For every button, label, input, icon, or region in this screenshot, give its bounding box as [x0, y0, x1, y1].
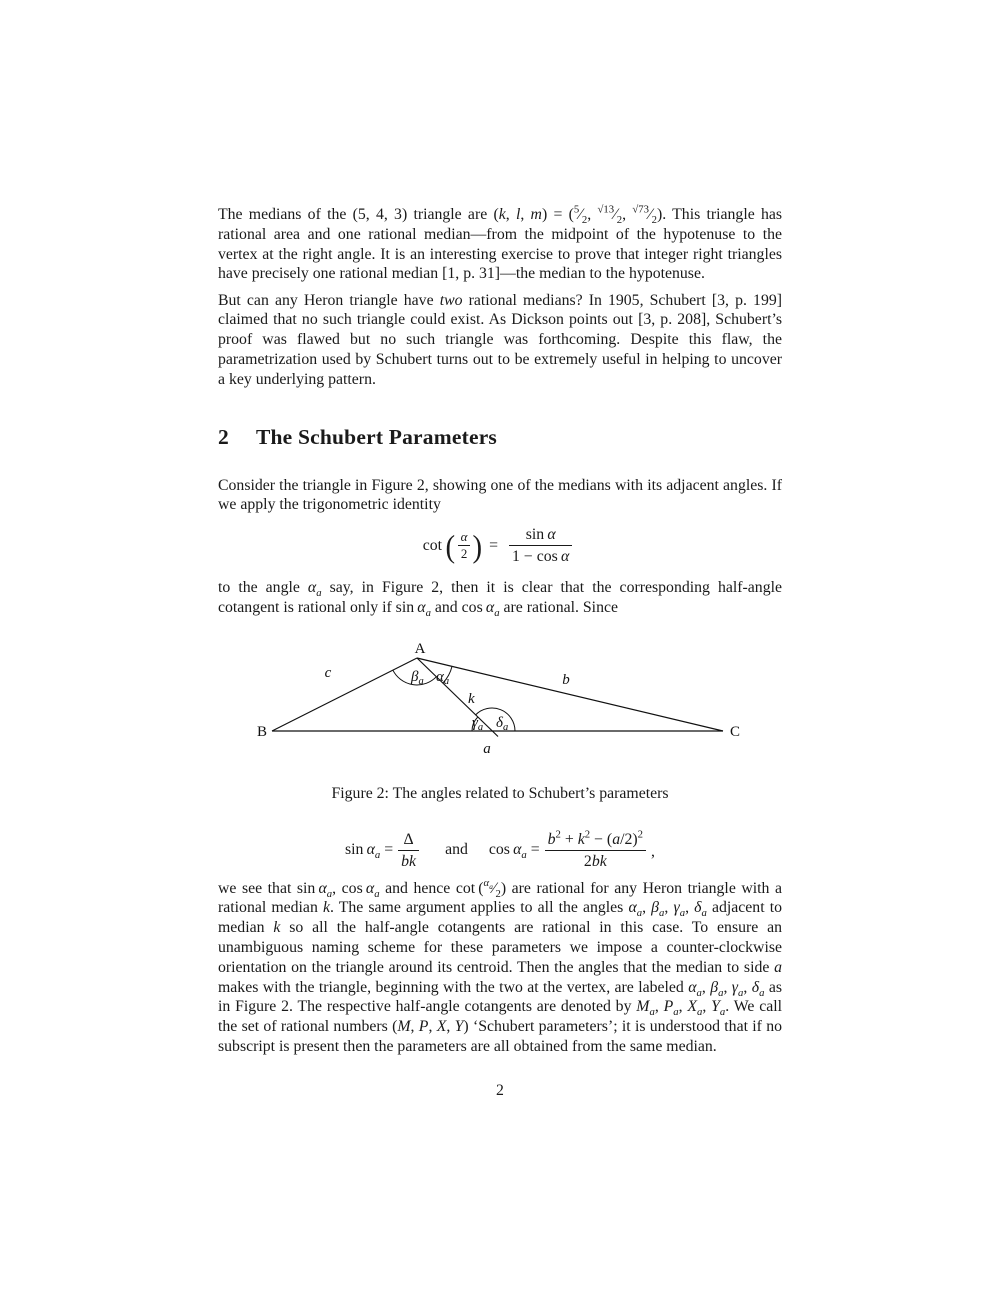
median-k-label: k	[468, 690, 475, 707]
fraction-alpha-over-2: $\frac{\alpha}{2}$	[458, 530, 471, 561]
beta-a-label: $\beta_a$	[411, 668, 424, 687]
figure-labels	[257, 641, 740, 757]
fraction-cos-expression: $\frac{b^2 + k^2 - (a/2)^2}{2bk}$	[545, 830, 646, 871]
paragraph-consider-triangle: Consider the triangle in Figure 2, showing one of the medians with its adjacent angles. If we apply the trigonometric identity	[218, 476, 782, 514]
gamma-a-label: $\gamma_a$	[472, 714, 484, 733]
alpha-a-label: $\alpha_a$	[436, 668, 450, 687]
paragraph-medians: The medians of the (5, 4, 3) triangle are (k, l, $m) = (^5⁄_2$, $^{√13}⁄_2$, $^{√73}⁄_2$). This triangle has rational area and one rational median—from the midpoint of the hypotenuse to the vertex at the right angle. It is an interesting exercise to prove that integer right triangles have precisely one rational median [1, p. 31]—the median to the hypotenuse.	[218, 203, 783, 283]
fraction-delta-over-bk: $\frac{\Delta}{bk}$	[398, 830, 419, 871]
cos-alpha-lhs: $\cos \alpha_a$ =	[488, 841, 540, 862]
vertex-b-label: B	[256, 723, 268, 740]
and-connector: and	[445, 841, 468, 859]
equation-sin-cos-alpha	[218, 830, 782, 871]
paragraph-schubert-parameters: we see that $\sin \alpha_a$, $\cos \alpha_a$ and hence $\cot (^{\alpha_a}⁄_2)$ are rational for any Heron triangle with a rational median k. The same argument applies to all the angles $\alpha_a$, $\beta_a$, $\gamma_a$, $\delta_a$ adjacent to median k so all the half-angle cotangents are rational in this case. To ensure an unambiguous naming scheme for these parameters we impose a counter-clockwise orientation on the triangle around its centroid. Then the angles that the median to side a makes with the triangle, beginning with the two at the vertex, are labeled $\alpha_a$, $\beta_a$, $\gamma_a$, $\delta_a$ as in Figure 2. The respective half-angle cotangents are denoted by $M_a$, $P_a$, $X_a$, $Y_a$. We call the set of rational numbers (M, P, X, Y) ‘Schubert parameters’; it is understood that if no subscript is present then the parameters are all obtained from the same median.	[218, 877, 783, 1056]
section-heading	[218, 424, 782, 451]
side-b-line	[417, 658, 723, 731]
vertex-c-label: C	[729, 723, 741, 740]
fraction-sin-over-one-minus-cos: $\frac{\text{sin α}}{\text{1 − cos α}}$	[509, 525, 572, 566]
side-b-label: b	[562, 671, 570, 688]
side-a-label: a	[483, 740, 491, 757]
side-c-label: c	[324, 664, 332, 681]
paragraph-angle-alpha: to the angle $\alpha_a$ say, in Figure 2, then it is clear that the corresponding half-angle cotangent is rational only if $\sin \alpha_a$ and $\cos \alpha_a$ are rational. Since	[218, 579, 782, 620]
page-number: 2	[496, 1081, 504, 1099]
cot-function: cot	[422, 536, 443, 554]
delta-a-label: $\delta_a$	[496, 714, 509, 733]
median-k-line	[417, 658, 498, 737]
trailing-comma: ,	[651, 842, 655, 860]
section-title: The Schubert Parameters	[255, 424, 498, 449]
paragraph-heron-question: But can any Heron triangle have two rational medians? In 1905, Schubert [3, p. 199] claimed that no such triangle could exist. As Dickson points out [3, p. 208], Schubert’s proof was flawed but no such triangle was forthcoming. Despite this flaw, the parametrization used by Schubert turns out to be extremely useful in helping to uncover a key underlying pattern.	[218, 291, 782, 388]
open-paren: (	[445, 527, 456, 564]
vertex-a-label: A	[414, 640, 426, 657]
equation-half-angle-identity	[218, 525, 782, 566]
sin-alpha-lhs: $\sin \alpha_a$ =	[345, 841, 394, 862]
side-c-line	[272, 658, 417, 731]
figure-2	[218, 628, 782, 804]
triangle-diagram	[218, 628, 782, 760]
section-number: 2	[218, 424, 229, 449]
close-paren: )	[473, 527, 483, 564]
figure-caption: Figure 2: The angles related to Schubert’s parameters	[331, 784, 669, 802]
equals-sign: =	[489, 536, 499, 554]
